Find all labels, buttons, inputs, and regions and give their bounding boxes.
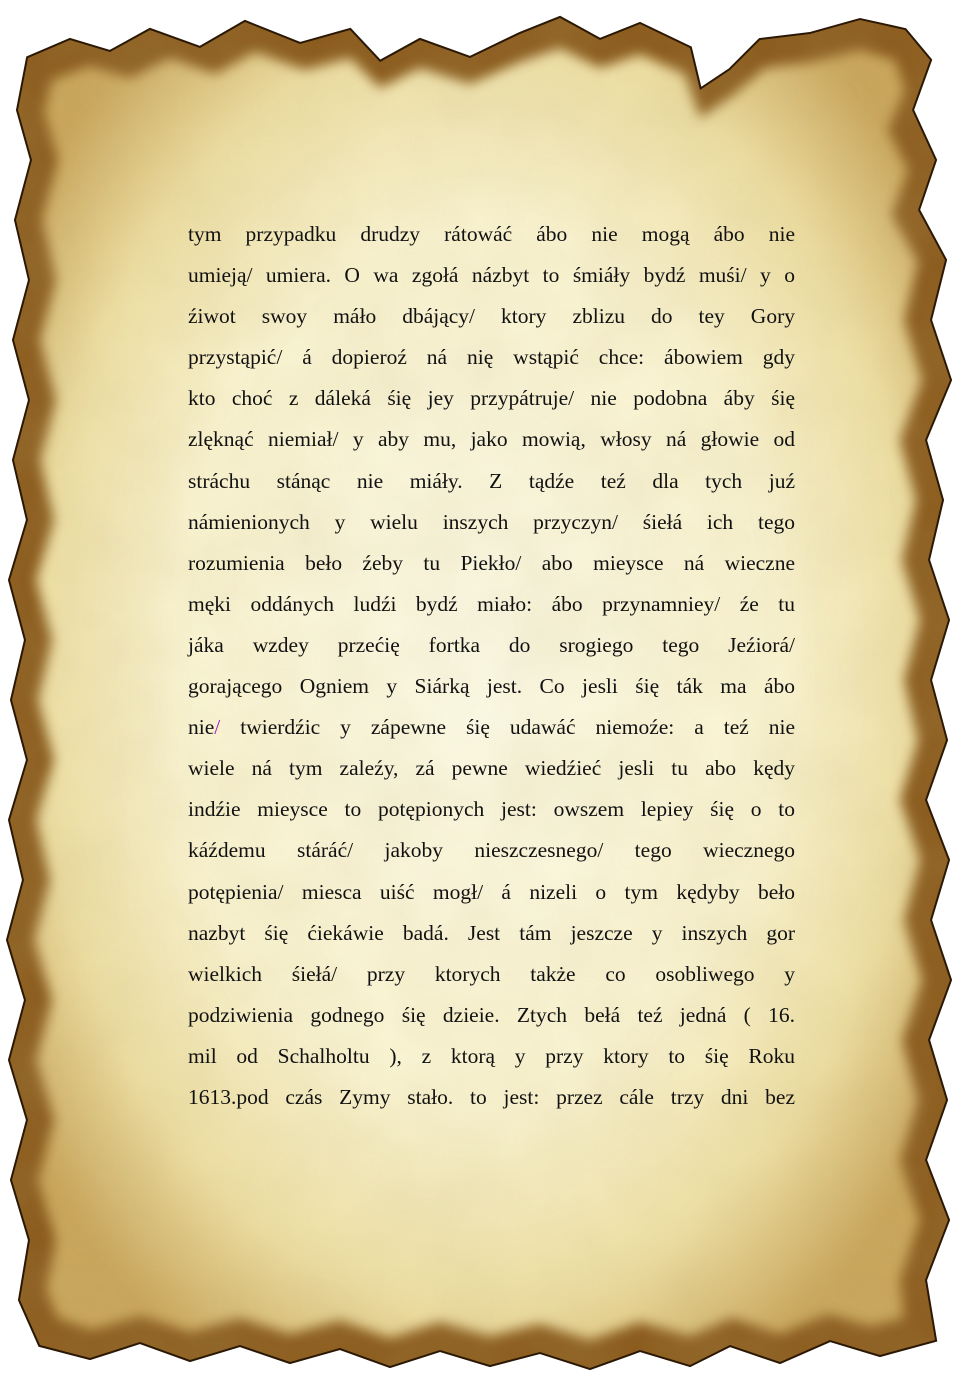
text-line-6: zlęknąć niemiał/ y aby mu, jako mowią, włosy ná głowie od xyxy=(188,427,795,452)
purple-slash: / xyxy=(214,715,221,740)
text-line-16: káźdemu stáráć/ jakoby nieszczesnego/ tego wiecznego xyxy=(188,838,795,863)
text-line-19: wielkich śiełá/ przy ktorych także co osobliwego y xyxy=(188,961,795,986)
text-line-3: źiwot swoy máło dbájący/ ktory zblizu do tey Gory xyxy=(188,304,795,329)
text-line-9: rozumienia beło źeby tu Piekło/ abo mieysce ná wieczne xyxy=(188,550,795,575)
text-line-1: tym przypadku drudzy rátowáć ábo nie mogą ábo nie xyxy=(188,222,795,246)
text-line-11: jáka wzdey przećię fortka do srogiego tego Jeźiorá/ xyxy=(188,632,795,657)
text-line-10: męki oddánych ludźi bydź miało: ábo przynamniey/ źe tu xyxy=(188,591,795,616)
text-line-13 xyxy=(188,707,795,748)
text-line-20: podziwienia godnego śię dzieie. Ztych bełá teź jedná ( 16. xyxy=(188,1002,795,1027)
text-line-15: indźie mieysce to potępionych jest: owszem lepiey śię o to xyxy=(188,797,795,822)
text-line-13-rest: twierdźic y zápewne śię udawáć niemoźe: a teź nie xyxy=(220,715,795,740)
text-line-2: umieją/ umiera. O wa zgołá názbyt to śmiáły bydź muśi/ y o xyxy=(188,263,795,288)
text-line-22: 1613.pod czás Zymy stało. to jest: przez cále trzy dni bez xyxy=(188,1084,795,1109)
document-text-block xyxy=(188,214,795,1118)
text-line-17: potępienia/ miesca uiść mogł/ á nizeli o tym kędyby beło xyxy=(188,879,795,904)
text-line-14: wiele ná tym zaleźy, zá pewne wiedźieć jesli tu abo kędy xyxy=(188,756,795,781)
text-line-8: námienionych y wielu inszych przyczyn/ śiełá ich tego xyxy=(188,509,795,534)
text-line-13-start: nie xyxy=(188,715,215,740)
text-line-21: mil od Schalholtu ), z ktorą y przy ktory to śię Roku xyxy=(188,1043,795,1068)
text-line-4: przystąpić/ á dopieroź ná nię wstąpić chce: ábowiem gdy xyxy=(188,345,795,370)
text-line-7: stráchu stánąc nie miáły. Z tądźe teź dla tych juź xyxy=(188,468,795,493)
text-line-12: gorającego Ogniem y Siárką jest. Co jesli śię ták ma ábo xyxy=(188,674,795,699)
text-line-18: nazbyt śię ćiekáwie badá. Jest tám jeszcze y inszych gor xyxy=(188,920,795,945)
text-line-5: kto choć z dáleká śię jey przypátruje/ nie podobna áby śię xyxy=(188,386,795,411)
